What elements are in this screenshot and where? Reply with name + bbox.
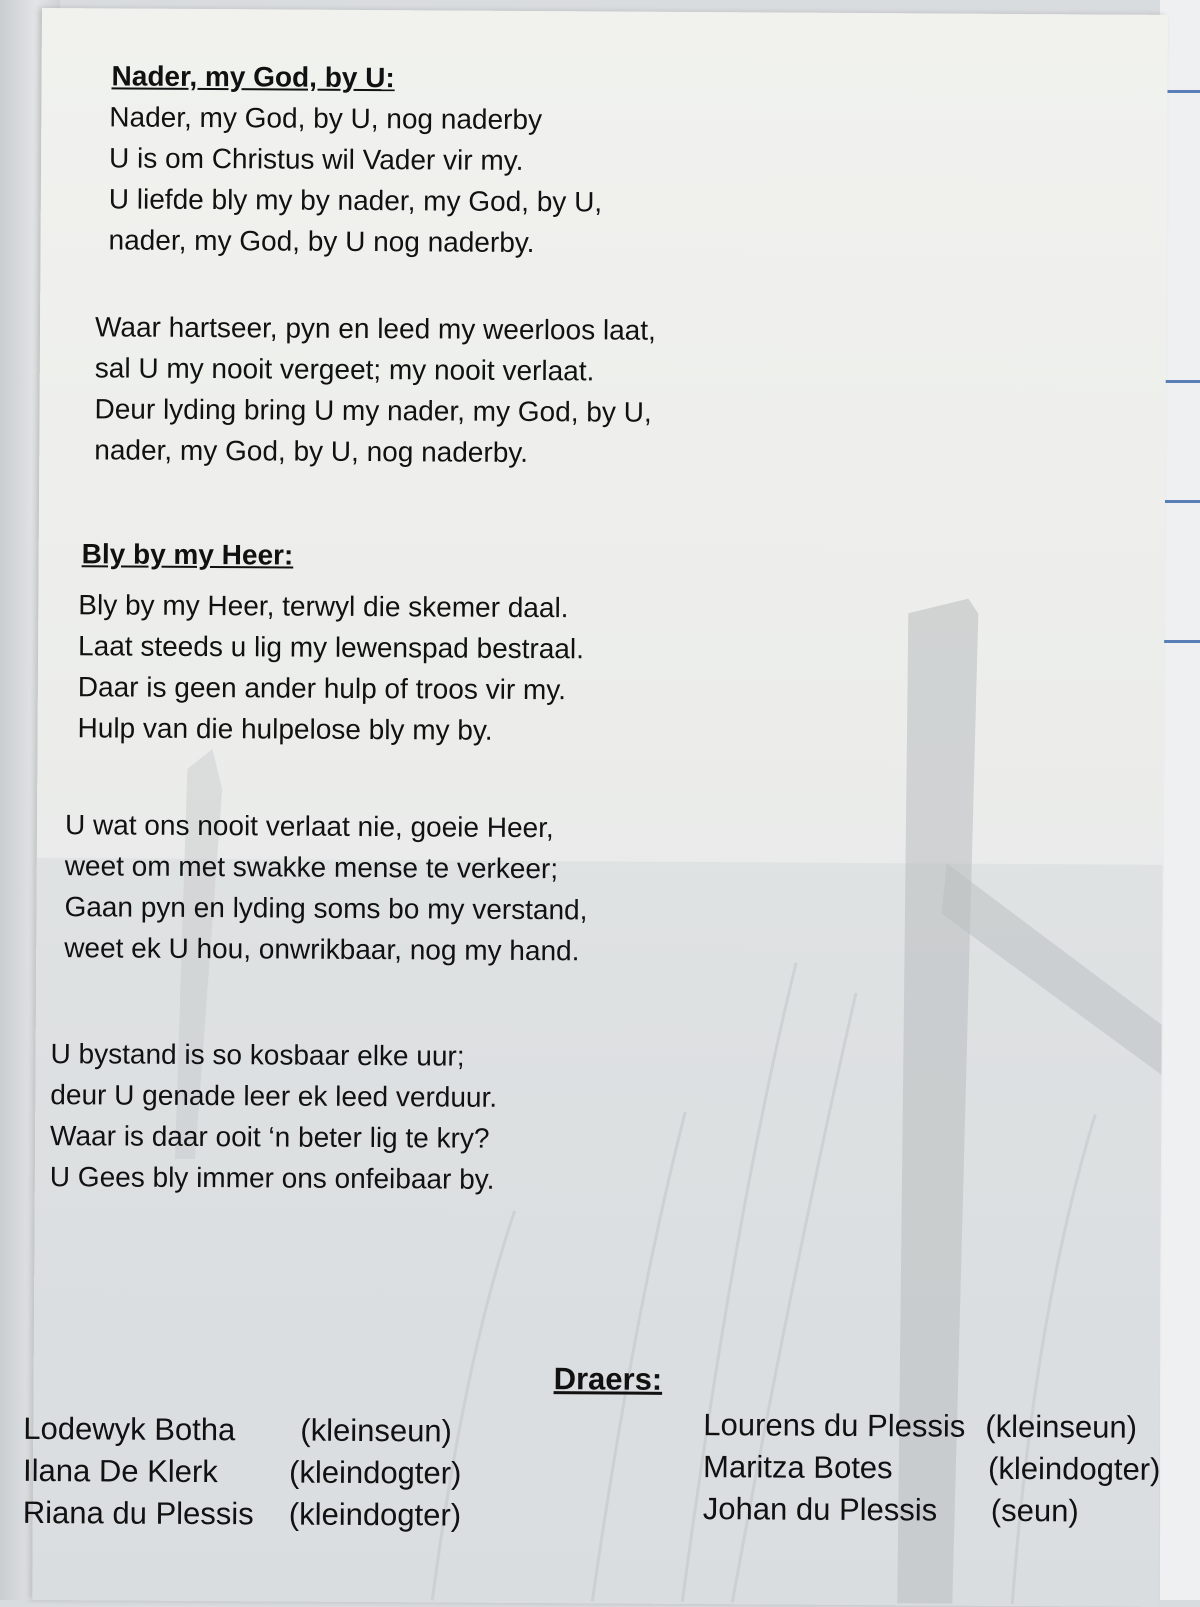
verse-line: U is om Christus wil Vader vir my.	[108, 142, 524, 176]
stanza	[77, 584, 584, 751]
bearers-right-column	[703, 1404, 1159, 1533]
verse-line: Laat steeds u lig my lewenspad bestraal.	[78, 630, 585, 665]
bearer-entry	[703, 1488, 1158, 1533]
bearer-entry	[702, 1446, 1161, 1491]
verse-line: Hulp van die hulpelose bly my by.	[77, 712, 493, 746]
bearer-entry	[703, 1404, 1158, 1449]
verse-line: sal U my nooit vergeet; my nooit verlaat.	[94, 352, 595, 387]
verse-line: U liefde bly my by nader, my God, by U,	[108, 183, 603, 218]
bearer-entry	[23, 1492, 493, 1537]
verse-line: Nader, my God, by U, nog naderby	[109, 101, 543, 136]
verse-line: nader, my God, by U, nog naderby.	[94, 434, 529, 468]
bearer-name: Lodewyk Botha	[23, 1410, 236, 1448]
bearer-name: Ilana De Klerk	[22, 1452, 218, 1490]
verse-line: U wat ons nooit verlaat nie, goeie Heer,	[64, 809, 554, 844]
bearer-relation: (kleindogter)	[288, 1454, 462, 1491]
bearer-entry	[23, 1450, 493, 1495]
hymn-title: Bly by my Heer:	[81, 538, 294, 571]
verse-line: weet om met swakke mense te verkeer;	[64, 850, 559, 885]
verse-line: Waar hartseer, pyn en leed my weerloos laat,	[94, 311, 656, 346]
bearer-relation: (kleindogter)	[987, 1450, 1161, 1487]
stanza	[50, 1033, 498, 1200]
verse-line: Gaan pyn en lyding soms bo my verstand,	[64, 891, 588, 926]
verse-line: Deur lyding bring U my nader, my God, by U,	[94, 393, 652, 428]
bearers-heading: Draers:	[553, 1361, 663, 1397]
verse-line: Bly by my Heer, terwyl die skemer daal.	[78, 589, 569, 624]
verse-line: U Gees bly immer ons onfeibaar by.	[49, 1161, 495, 1195]
bearer-name: Lourens du Plessis	[703, 1407, 966, 1444]
bearers-left-column	[23, 1408, 494, 1537]
verse-line: U bystand is so kosbaar elke uur;	[50, 1038, 465, 1072]
verse-line: nader, my God, by U nog naderby.	[108, 224, 535, 259]
stanza	[64, 804, 588, 971]
bearer-relation: (seun)	[990, 1492, 1079, 1529]
bearer-relation: (kleinseun)	[985, 1408, 1138, 1445]
bearer-name: Maritza Botes	[702, 1449, 893, 1486]
bearer-entry	[23, 1408, 493, 1453]
bearer-relation: (kleinseun)	[300, 1412, 453, 1449]
verse-line: Waar is daar ooit ‘n beter lig te kry?	[50, 1120, 490, 1154]
stanza	[108, 96, 602, 263]
verse-line: deur U genade leer ek leed verduur.	[50, 1079, 498, 1113]
bearer-relation: (kleindogter)	[288, 1496, 462, 1533]
bearer-name: Riana du Plessis	[22, 1494, 254, 1532]
hymn-title: Nader, my God, by U:	[111, 60, 395, 94]
bearer-name: Johan du Plessis	[702, 1491, 938, 1528]
program-page	[22, 8, 1168, 1607]
verse-line: weet ek U hou, onwrikbaar, nog my hand.	[64, 932, 580, 967]
stanza	[94, 306, 656, 473]
verse-line: Daar is geen ander hulp of troos vir my.	[77, 671, 567, 706]
